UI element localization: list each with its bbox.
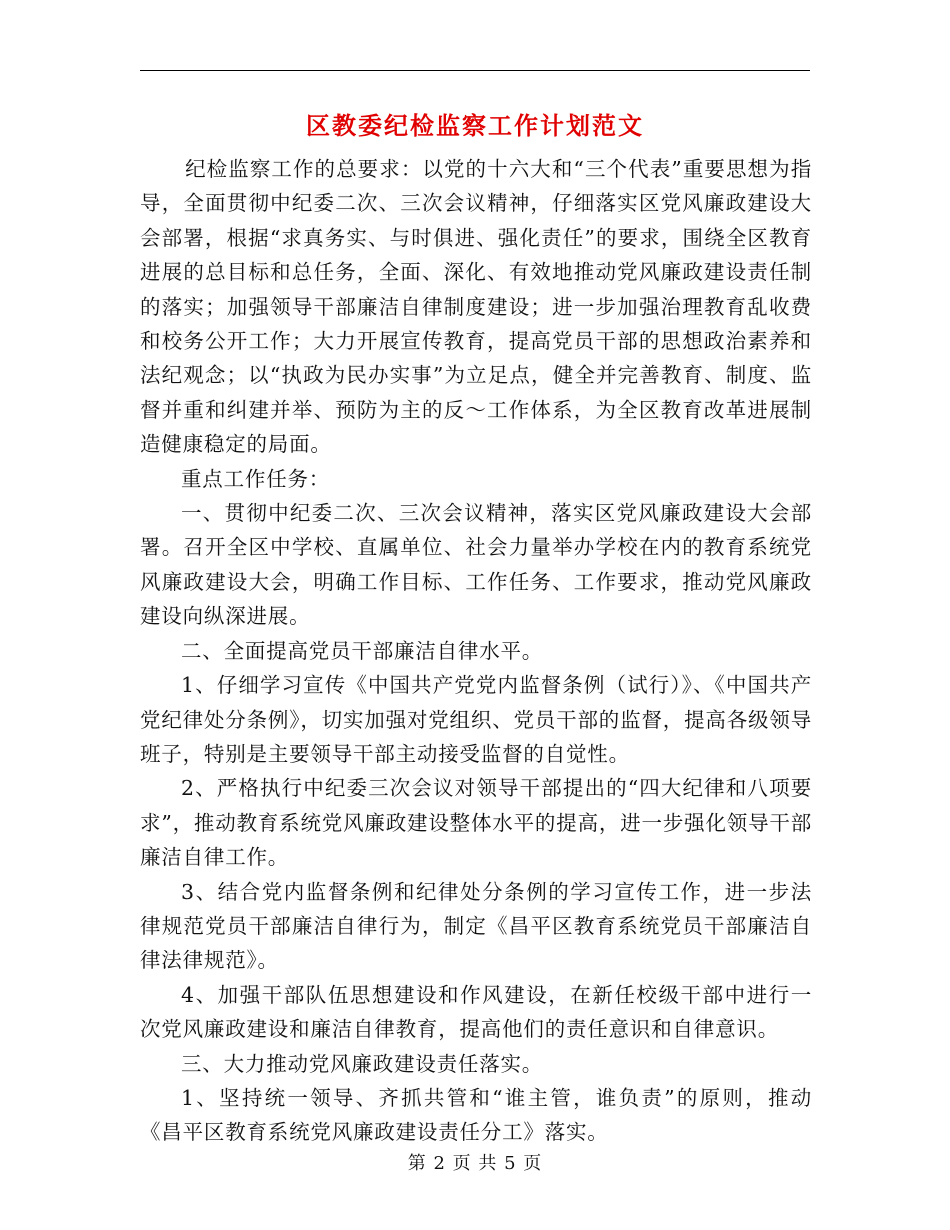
- paragraph-item-2-2: 2、严格执行中纪委三次会议对领导干部提出的“四大纪律和八项要求”，推动教育系统党风廉政建设整体水平的提高，进一步强化领导干部廉洁自律工作。: [140, 776, 812, 870]
- paragraph-general-requirements: 纪检监察工作的总要求：以党的十六大和“三个代表”重要思想为指导，全面贯彻中纪委二次、三次会议精神，仔细落实区党风廉政建设大会部署，根据“求真务实、与时俱进、强化责任”的要求，围绕全区教育进展的总目标和总任务，全面、深化、有效地推动党风廉政建设责任制的落实；加强领导干部廉洁自律制度建设；进一步加强治理教育乱收费和校务公开工作；大力开展宣传教育，提高党员干部的思想政治素养和法纪观念；以“执政为民办实事”为立足点，健全并完善教育、制度、监督并重和纠建并举、预防为主的反～工作体系，为全区教育改革进展制造健康稳定的局面。: [140, 157, 812, 457]
- paragraph-section-two-heading: 二、全面提高党员干部廉洁自律水平。: [181, 638, 544, 663]
- document-title: 区教委纪检监察工作计划范文: [306, 111, 644, 140]
- paragraph-item-3-1: 1、坚持统一领导、齐抓共管和“谁主管，谁负责”的原则，推动《昌平区教育系统党风廉政建设责任分工》落实。: [140, 1085, 812, 1145]
- paragraph-section-three-heading: 三、大力推动党风廉政建设责任落实。: [181, 1051, 544, 1076]
- document-body: [140, 152, 812, 1150]
- paragraph-item-2-4: 4、加强干部队伍思想建设和作风建设，在新任校级干部中进行一次党风廉政建设和廉洁自律教育，提高他们的责任意识和自律意识。: [140, 982, 812, 1042]
- page-number: 第 2 页 共 5 页: [407, 1153, 543, 1174]
- paragraph-key-tasks-heading: 重点工作任务：: [181, 466, 331, 491]
- header-rule: [140, 70, 810, 71]
- paragraph-item-2-1: 1、仔细学习宣传《中国共产党党内监督条例（试行）》、《中国共产党纪律处分条例》，切实加强对党组织、党员干部的监督，提高各级领导班子，特别是主要领导干部主动接受监督的自觉性。: [140, 673, 812, 766]
- paragraph-section-one: 一、贯彻中纪委二次、三次会议精神，落实区党风廉政建设大会部署。召开全区中学校、直属单位、社会力量举办学校在内的教育系统党风廉政建设大会，明确工作目标、工作任务、工作要求，推动党风廉政建设向纵深进展。: [140, 501, 812, 629]
- paragraph-item-2-3: 3、结合党内监督条例和纪律处分条例的学习宣传工作，进一步法律规范党员干部廉洁自律行为，制定《昌平区教育系统党员干部廉洁自律法律规范》。: [140, 879, 812, 973]
